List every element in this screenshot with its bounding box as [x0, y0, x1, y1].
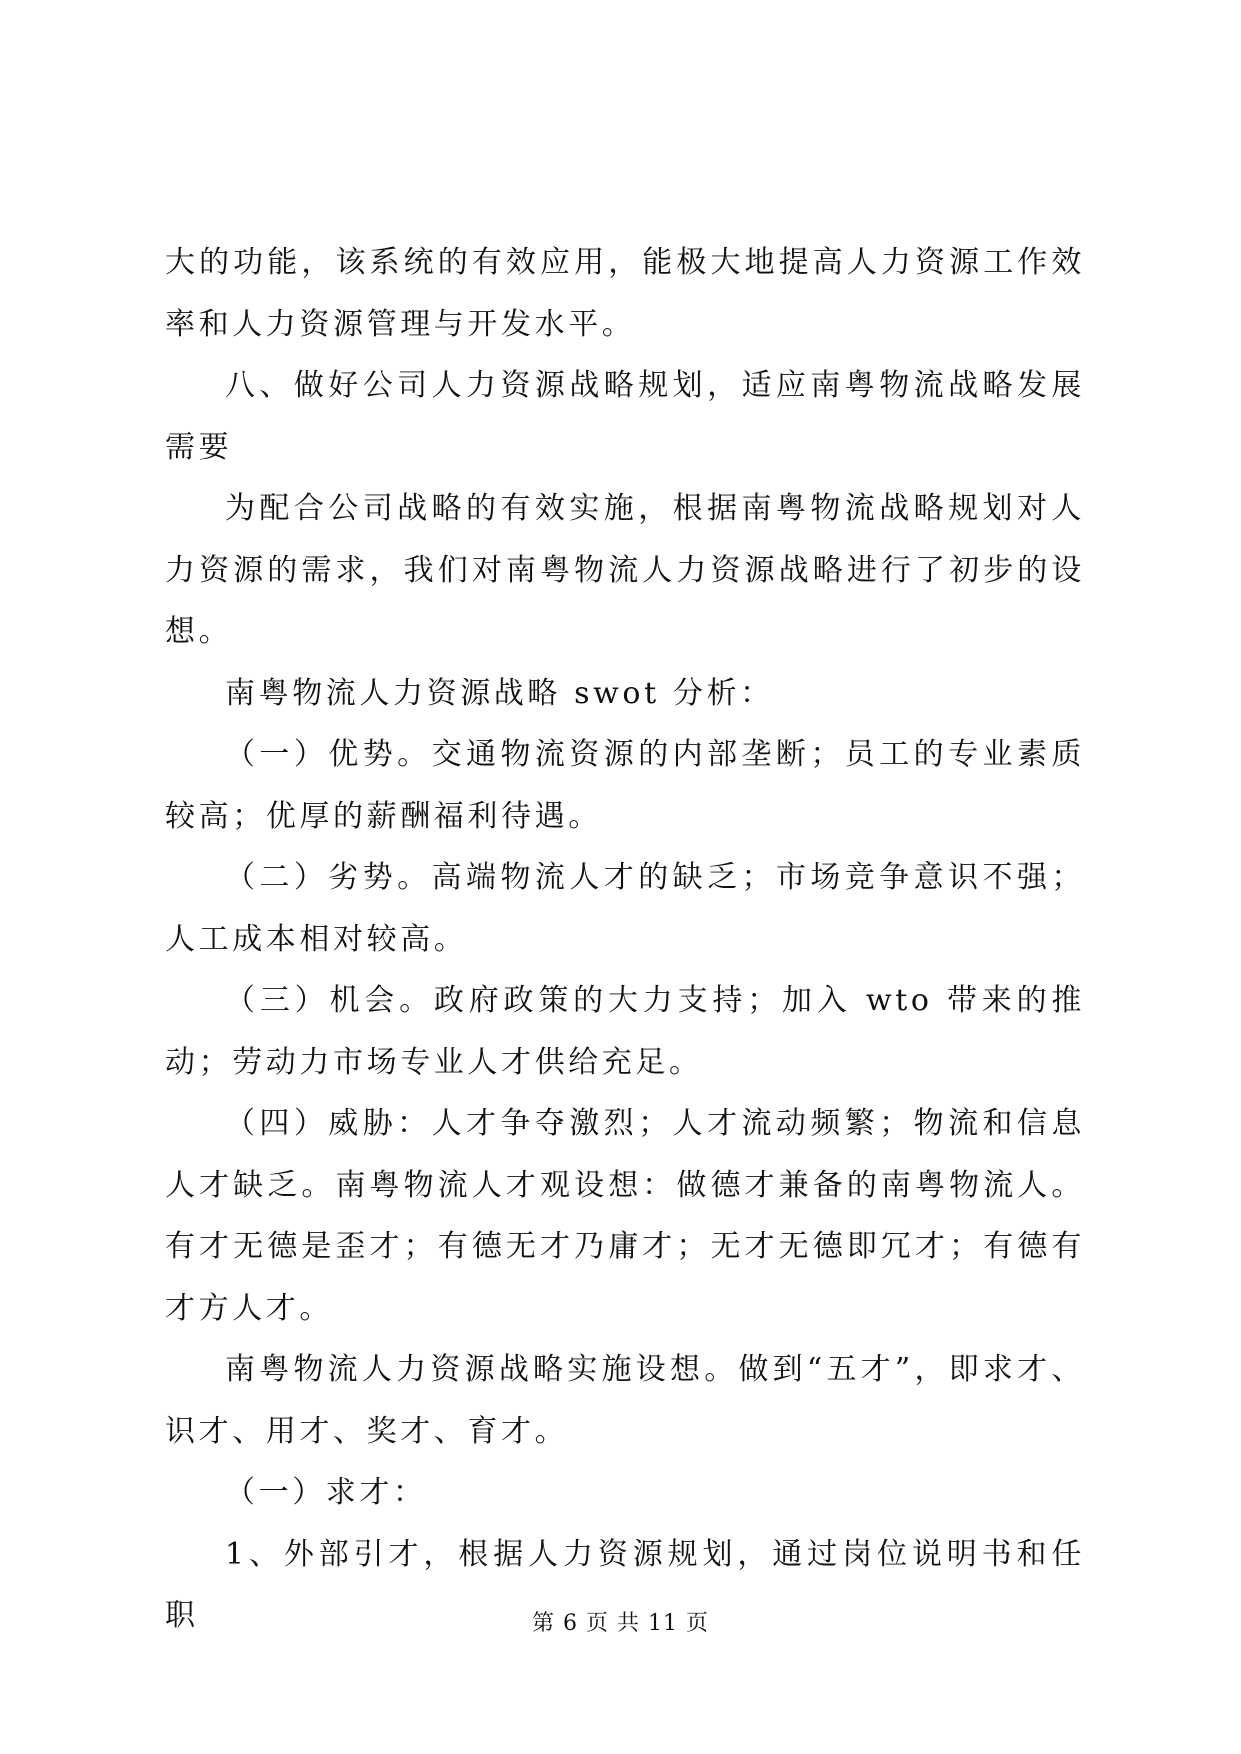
subheading-talent-seeking: （一）求才：: [225, 1475, 427, 1510]
document-body: [165, 232, 1085, 1647]
paragraph-swot-title: 南粤物流人力资源战略 swot 分析：: [225, 675, 774, 711]
paragraph-strategy-intro: 为配合公司战略的有效实施，根据南粤物流战略规划对人力资源的需求，我们对南粤物流人力资源战略进行了初步的设想。: [165, 491, 1085, 649]
page-number-footer: 第 6 页 共 11 页: [532, 1611, 709, 1636]
paragraph-threats: （四）威胁：人才争夺激烈；人才流动频繁；物流和信息人才缺乏。南粤物流人才观设想：做德才兼备的南粤物流人。有才无德是歪才；有德无才乃庸才；无才无德即冗才；有德有才方人才。: [165, 1106, 1085, 1326]
paragraph-weaknesses: （二）劣势。高端物流人才的缺乏；市场竞争意识不强；人工成本相对较高。: [165, 860, 1085, 957]
paragraph-external-recruitment: 1、外部引才，根据人力资源规划，通过岗位说明书和任职: [165, 1536, 1085, 1633]
paragraph-continuation: 大的功能，该系统的有效应用，能极大地提高人力资源工作效率和人力资源管理与开发水平。: [165, 245, 1085, 342]
paragraph-strengths: （一）优势。交通物流资源的内部垄断；员工的专业素质较高；优厚的薪酬福利待遇。: [165, 737, 1085, 834]
paragraph-implementation: 南粤物流人力资源战略实施设想。做到“五才”，即求才、识才、用才、奖才、育才。: [165, 1352, 1085, 1449]
section-heading-8: 八、做好公司人力资源战略规划，适应南粤物流战略发展需要: [165, 368, 1085, 465]
paragraph-opportunities: （三）机会。政府政策的大力支持；加入 wto 带来的推动；劳动力市场专业人才供给充足。: [165, 983, 1085, 1080]
